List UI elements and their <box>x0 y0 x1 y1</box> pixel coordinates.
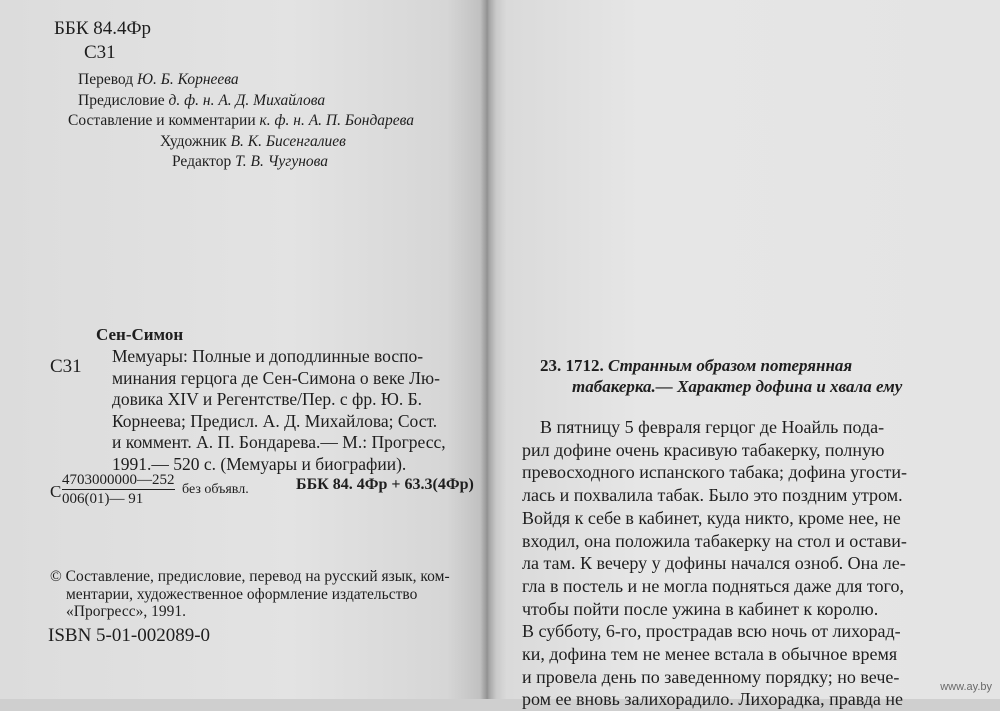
credit-role: Перевод <box>78 71 134 88</box>
body-line: Войдя к себе в кабинет, куда никто, кроме нее, не <box>522 507 901 528</box>
credit-name: Т. В. Чугунова <box>235 153 329 170</box>
copyright-line: ментарии, художественное оформление издательство <box>66 585 418 603</box>
credit-line <box>172 152 414 173</box>
body-line: ром ее вновь залихорадило. Лихорадка, правда не <box>522 689 904 710</box>
credit-name: к. ф. н. А. П. Бондарева <box>259 112 415 129</box>
bibliographic-description <box>112 346 468 475</box>
heading-title-cont: табакерка.— <box>572 377 673 396</box>
description-line: Мемуары: Полные и доподлинные воспо- <box>112 346 424 366</box>
credit-name: Ю. Б. Корнеева <box>136 71 239 88</box>
catalog-code: С31 <box>50 356 82 377</box>
credit-line <box>68 111 414 132</box>
bbk-code: ББК 84. 4Фр + 63.3(4Фр) <box>296 476 474 493</box>
description-line: минания герцога де Сен-Симона о веке Лю- <box>112 367 440 388</box>
credit-line <box>78 70 414 91</box>
description-line: и коммент. А. П. Бондарева.— М.: Прогресс, <box>112 432 446 452</box>
author-mark: С31 <box>84 42 116 63</box>
catalog-number-bottom: 006(01)— 91 <box>62 491 144 507</box>
credit-name: В. К. Бисенгалиев <box>230 132 346 150</box>
book-gutter <box>480 0 496 699</box>
catalog-letter: С <box>50 482 62 501</box>
watermark: www.ay.by <box>940 681 992 693</box>
heading-number: 23. 1712. <box>540 356 604 375</box>
copyright-line: © Составление, предисловие, перевод на русский язык, ком- <box>50 568 450 585</box>
bbk-index: ББК 84.4Фр <box>54 18 152 39</box>
isbn: ISBN 5-01-002089-0 <box>48 625 211 646</box>
catalog-author: Сен-Симон <box>96 325 184 344</box>
heading-subtitle: Характер дофина и хвала ему <box>677 377 903 396</box>
body-line: В субботу, 6-го, прострадав всю ночь от лихорад- <box>522 621 901 642</box>
body-line: чтобы пойти после ужина в кабинет к королю. <box>522 598 879 619</box>
body-line: входил, она положила табакерку на стол и остави- <box>522 530 907 551</box>
copyright-block <box>50 568 450 621</box>
credit-role: Составление и комментарии <box>68 112 256 129</box>
credit-role: Редактор <box>172 153 232 170</box>
heading-line-2 <box>540 376 902 397</box>
body-line: В пятницу 5 февраля герцог де Ноайль пода- <box>522 417 885 437</box>
description-line: 1991.— 520 с. (Мемуары и биографии). <box>112 453 407 474</box>
catalog-number-top: 4703000000—252 <box>62 472 175 488</box>
body-line: и провела день по заведенному порядку; но вече- <box>522 666 900 687</box>
body-line: ла там. К вечеру у дофины начался озноб. Она ле- <box>522 553 906 574</box>
credits-block <box>68 70 415 173</box>
description-line: довика XIV и Регентстве/Пер. с фр. Ю. Б. <box>112 389 423 409</box>
body-line: гла в постель и не могла подняться даже для того, <box>522 575 904 596</box>
credit-line <box>160 132 414 153</box>
heading-line-1 <box>540 355 902 376</box>
heading-title: Странным образом потерянная <box>608 356 853 375</box>
catalog-note: без объявл. <box>182 482 249 497</box>
chapter-heading <box>540 355 902 397</box>
body-line: лась и похвалила табак. Было это поздним утром. <box>522 485 903 506</box>
body-line: рил дофине очень красивую табакерку, полную <box>522 439 885 460</box>
left-page <box>0 0 486 699</box>
credit-line <box>78 91 414 112</box>
credit-role: Художник <box>160 132 227 150</box>
credit-name: д. ф. н. А. Д. Михайлова <box>168 91 326 109</box>
copyright-line: «Прогресс», 1991. <box>66 603 186 620</box>
credit-role: Предисловие <box>78 91 165 109</box>
description-line: Корнеева; Предисл. А. Д. Михайлова; Сост. <box>112 410 438 431</box>
body-line: ки, дофина тем не менее встала в обычное время <box>522 644 898 665</box>
chapter-body <box>522 416 907 711</box>
body-line: превосходного испанского табака; дофина угости- <box>522 462 907 483</box>
